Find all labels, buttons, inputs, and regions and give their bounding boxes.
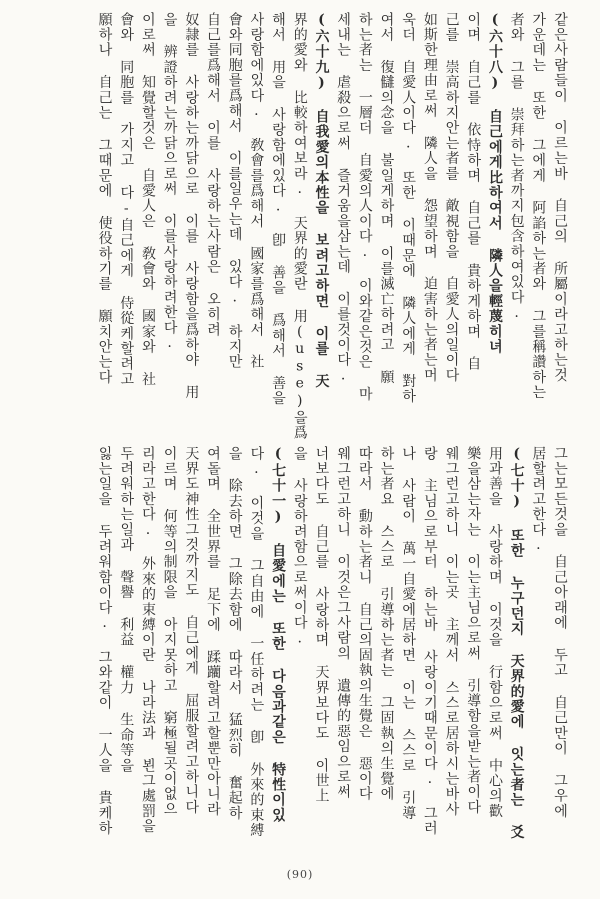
- text-line: 리라고한다. 外來的束縛이란 나라法과 뵌그處罰을: [139, 446, 156, 834]
- text-line: 用과善을 사랑하며 이것을 行함으로써 中心의歡: [486, 446, 503, 819]
- text-line: 웨그런고하니 이것은그사람의 遺傳的惡임으로써: [335, 446, 352, 800]
- text-line: 세내는 虐殺으로써 즐거움을삼는데 이를것이다.: [335, 12, 352, 385]
- text-line: 욱더 自愛人이다. 또한 이때문에 隣人에게 對하: [400, 12, 417, 404]
- text-line: 따라서 動하는者니 自己의固執의生覺은 惡이다: [356, 446, 373, 802]
- text-line: (六十九) 自我愛의本性을 보려고하면 이를 天: [313, 12, 330, 389]
- text-line: 己를 崇高하지안는者를 敵視함을 自愛人의일이다: [443, 12, 460, 383]
- text-line: 잃는일을 두려워함이다. 그와같이 一人을 貴케하: [96, 446, 113, 836]
- text-line: 나 사람이 萬一自愛에居하면 이는 스스로 引導: [400, 446, 417, 821]
- text-line: 웨그런고하니 이는곳 主께서 스스로居하시는바사: [443, 446, 460, 817]
- text-line: 그는모든것을 自己아래에 두고 自己만이 그우에: [552, 446, 568, 819]
- text-line: 을 辨證하려는까닭으로써 이를사랑하려한다.: [161, 12, 178, 353]
- text-line: 이로써 知覺할것은 自愛人은 敎會와 國家와 社: [139, 12, 156, 387]
- text-line: (六十八) 自己에게比하여서 隣人을輕蔑히녀: [486, 12, 503, 355]
- text-line: 사랑함에있다. 敎會를爲해서 國家를爲해서 社: [248, 12, 265, 370]
- text-line: 會와 同胞를 가지고 다-自己에게 侍從케할려고: [118, 12, 135, 387]
- text-line: 願하나 自己는 그때문에 使役하기를 願치안는다: [96, 12, 113, 385]
- text-line: 해서 用을 사랑함에있다. 卽 善을 爲해서 善을: [270, 12, 287, 406]
- text-line: 自己를爲해서 이를 사랑하는사람은 오히려: [205, 12, 221, 338]
- text-line: 會와同胞를爲해서 이를일우는데 있다. 하지만: [226, 12, 243, 370]
- bottom-text-block: [93, 446, 570, 858]
- text-line: 如斯한理由로써 隣人을 怨望하며 迫害하는者는머: [421, 12, 438, 383]
- text-line: 을 除去하면 그除去함에 따라서 猛烈히 奮起하: [226, 446, 243, 821]
- text-line: 하는者요 스스로 引導하는者는 그固執의生覺에: [378, 446, 395, 802]
- text-line: 이며 自己를 依恃하며 自己를 貴하게하며 自: [465, 12, 482, 372]
- text-line: 너보다도 自己를 사랑하며 天界보다도 이世上: [313, 446, 330, 804]
- text-line: 다. 이것을 그自由에 一任하려는 卽 外來的束縛: [248, 446, 265, 838]
- text-line: 랑 主님으로부터 하는바 사랑이기때문이다. 그러: [421, 446, 438, 836]
- text-line: 여서 復讎의念을 불일게하며 이를滅亡하려고 願: [378, 12, 395, 385]
- text-line: 두려워하는일과 聲譽 利益 權力 生命等을: [118, 446, 135, 774]
- text-line: 하는者는 一層더 自愛의人이다. 이와같은것은 마: [356, 12, 373, 402]
- text-line: 이르며 何等의制限을 아지못하고 窮極될곳이없으: [161, 446, 178, 817]
- text-line: 天界도神性그것까지도 自己에게 屈服할려고하니다: [183, 446, 200, 815]
- text-line: 가운데는 또한 그에게 阿諂하는者와 그를稱讚하는: [530, 12, 547, 400]
- text-line: 여돌며 全世界를 足下에 蹂躪할려고할뿐만아니라: [205, 446, 221, 817]
- text-line: 奴隷를 사랑하는까닭으로 이를 사랑함을爲하야 用: [183, 12, 200, 400]
- top-text-block: [93, 12, 570, 441]
- text-line: (七十) 또한 누구던지 天界的愛에 잇는者는 爻: [508, 446, 525, 840]
- text-line: 界的愛와 比較하여보라. 天界的愛란 用(use)을爲: [291, 12, 308, 441]
- text-line: 같은사람들이 이르는바 自己의 所屬이라고하는것: [552, 12, 568, 383]
- text-line: 居할려고한다.: [530, 446, 547, 555]
- text-line: 을 사랑하려함으로써이다.: [291, 446, 308, 648]
- text-line: 者와 그를 崇拜하는者까지包含하여있다.: [508, 12, 525, 322]
- text-line: 樂을삼는자는 이는主님으로써 引導함을받는者이다: [465, 446, 482, 815]
- page-number: (90): [286, 868, 314, 881]
- text-line: (七十一) 自愛에는 또한 다음과같은 特性이있: [270, 446, 287, 823]
